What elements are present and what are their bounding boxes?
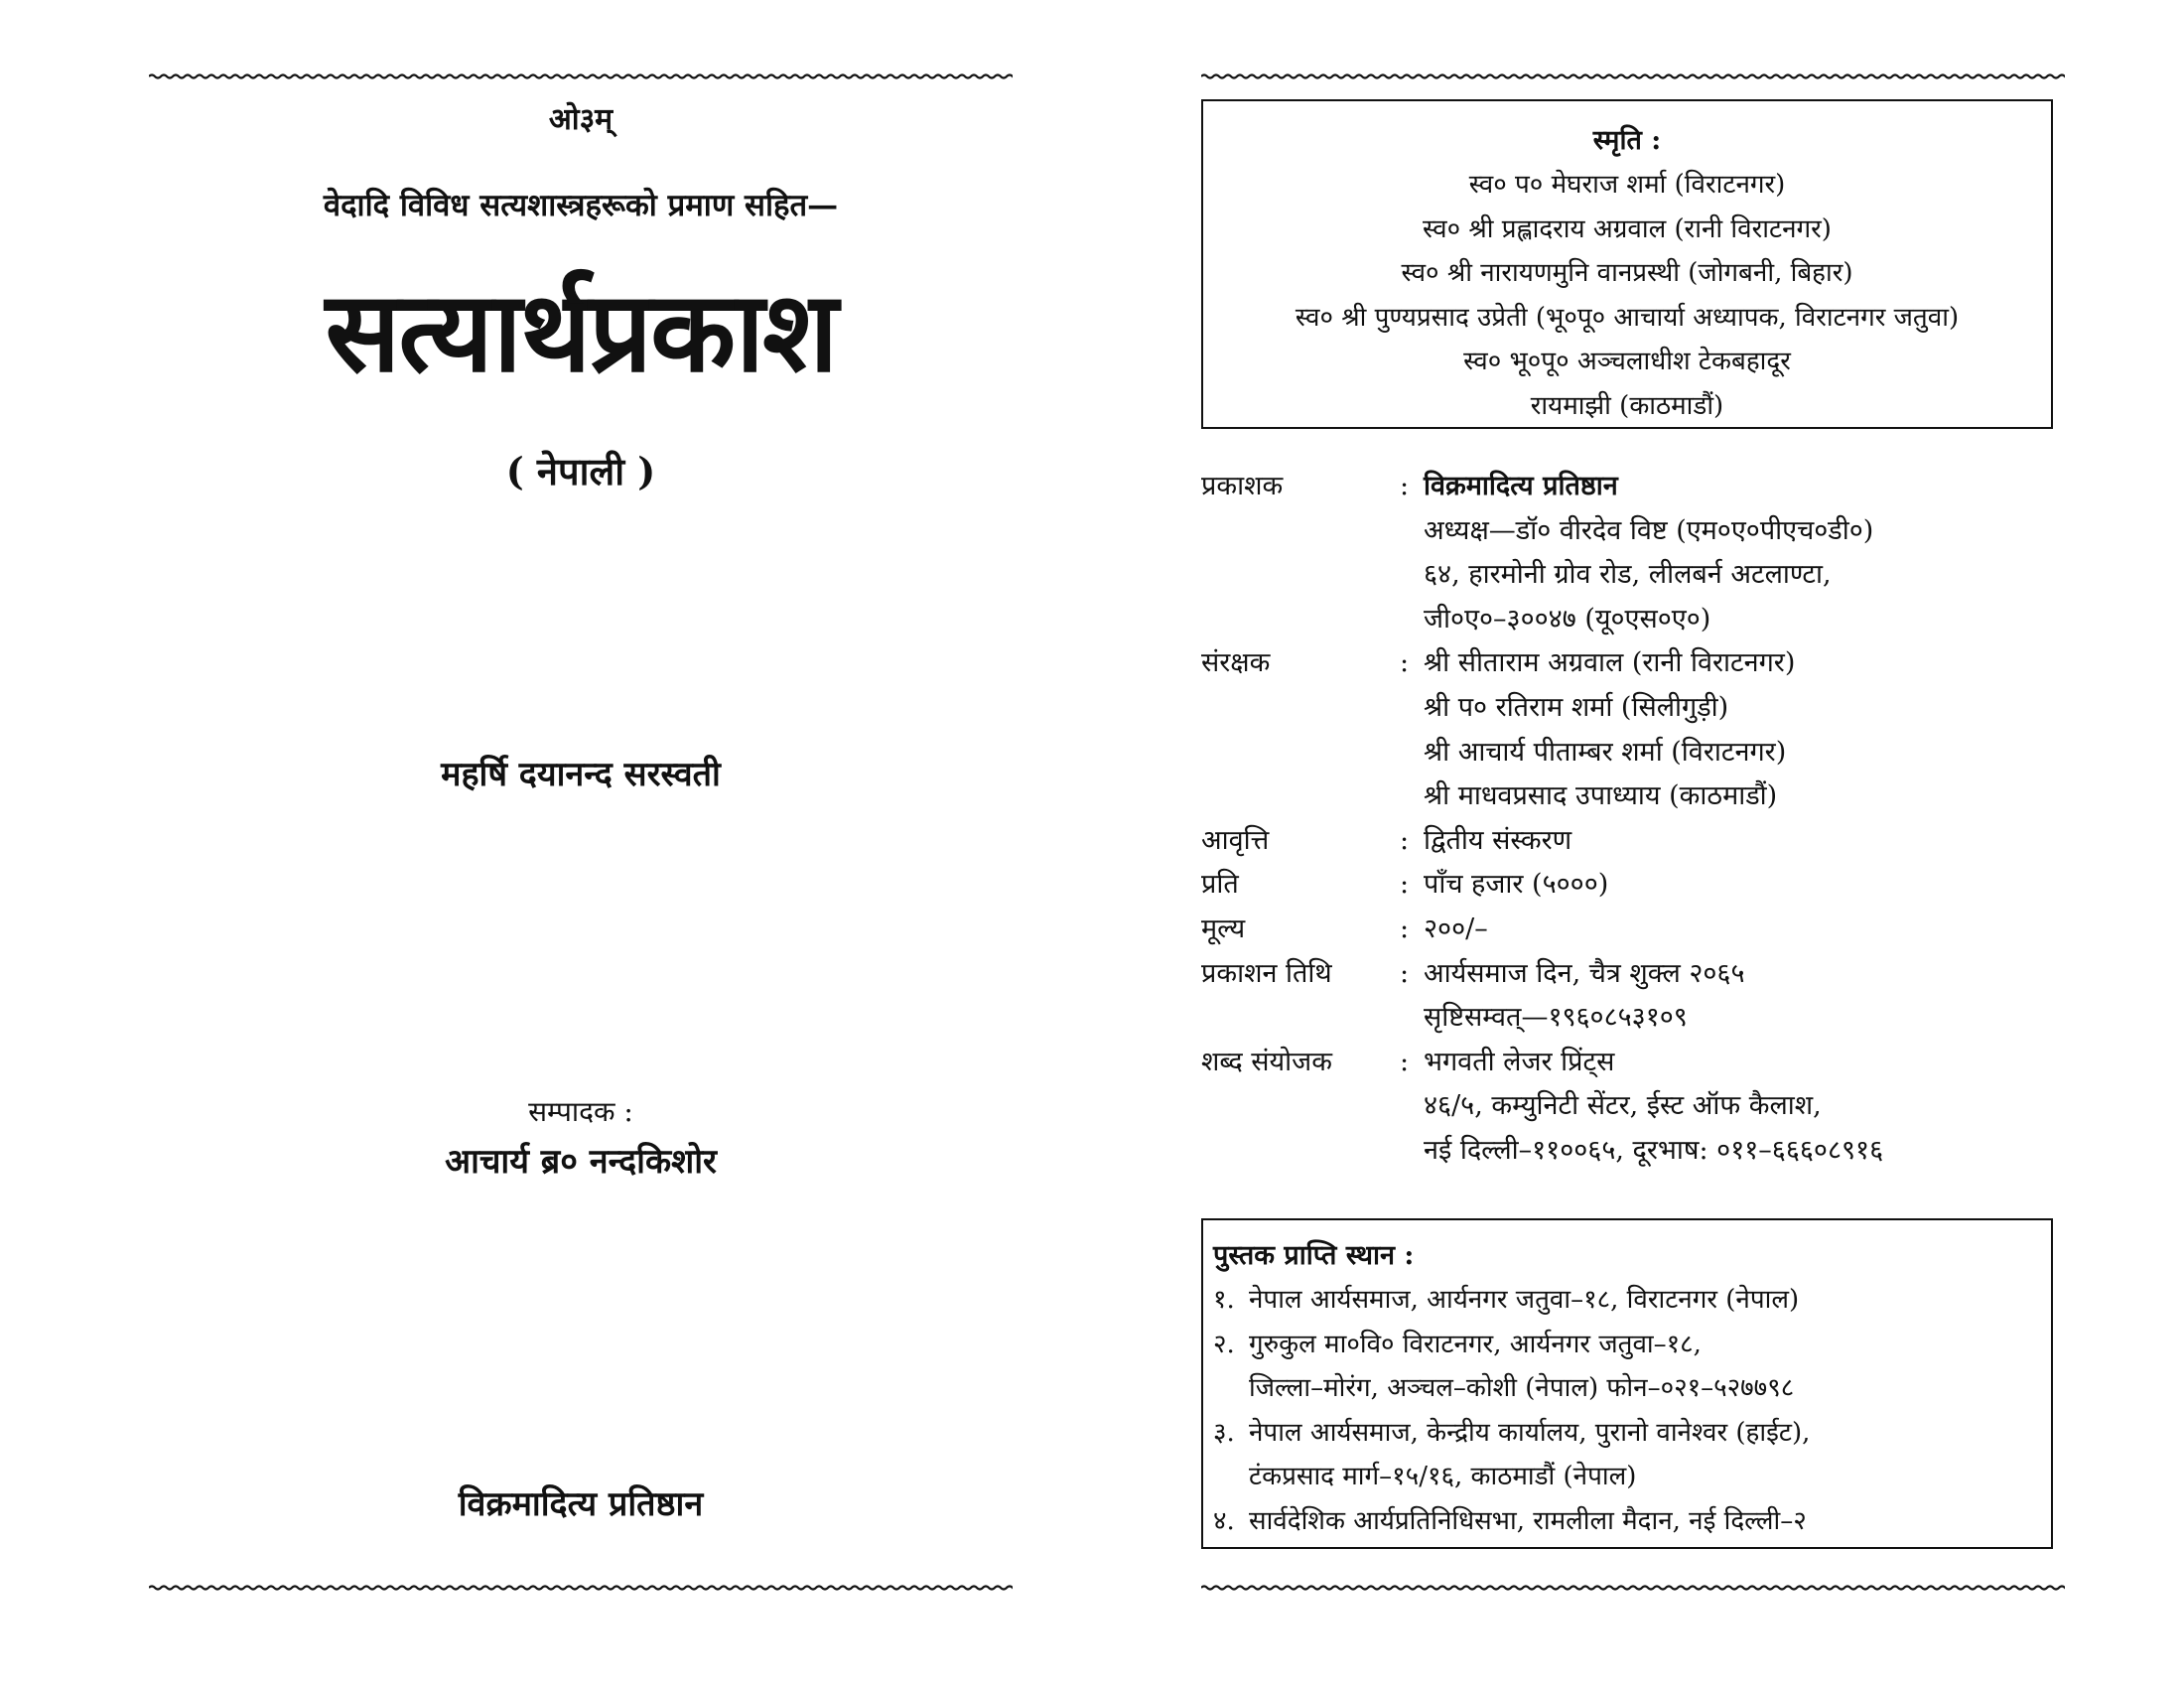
detail-value: आर्यसमाज दिन, चैत्र शुक्ल २०६५ bbox=[1424, 957, 1745, 989]
om-symbol: ओ३म् bbox=[548, 102, 614, 137]
detail-value: पाँच हजार (५०००) bbox=[1424, 869, 1609, 901]
memorial-line: स्व० श्री प्रह्लादराय अग्रवाल (रानी विराटनगर) bbox=[1423, 213, 1832, 244]
detail-row-edition: आवृत्ति : द्वितीय संस्करण bbox=[1201, 819, 2065, 864]
detail-value: द्वितीय संस्करण bbox=[1424, 824, 1572, 856]
bottom-wavy-rule bbox=[149, 1581, 1013, 1595]
bottom-wavy-rule bbox=[1201, 1581, 2065, 1595]
imprint-details bbox=[1201, 465, 2065, 1174]
detail-value: ४६/५, कम्युनिटी सेंटर, ईस्ट ऑफ कैलाश, bbox=[1424, 1090, 1822, 1122]
detail-label: शब्द संयोजक bbox=[1201, 1046, 1332, 1077]
detail-row-price: मूल्य : २००/– bbox=[1201, 908, 2065, 952]
memorial-line: स्व० श्री नारायणमुनि वानप्रस्थी (जोगबनी, बिहार) bbox=[1401, 258, 1853, 288]
detail-row-publication-date: प्रकाशन तिथि : आर्यसमाज दिन, चैत्र शुक्ल २०६५ bbox=[1201, 952, 2065, 997]
detail-value: अध्यक्ष—डॉ० वीरदेव विष्ट (एम०ए०पीएच०डी०) bbox=[1424, 514, 1874, 546]
detail-value: श्री प० रतिराम शर्मा (सिलीगुड़ी) bbox=[1424, 691, 1729, 723]
detail-label: संरक्षक bbox=[1201, 647, 1271, 679]
title-page bbox=[149, 0, 1013, 1688]
detail-value: जी०ए०–३००४७ (यू०एस०ए०) bbox=[1424, 603, 1711, 634]
book-title: सत्यार्थप्रकाश bbox=[325, 267, 837, 397]
detail-row-publisher: प्रकाशक : विक्रमादित्य प्रतिष्ठान bbox=[1201, 465, 2065, 509]
memorial-box bbox=[1201, 99, 2053, 429]
source-item: १. नेपाल आर्यसमाज, आर्यनगर जतुवा–१८, विराटनगर (नेपाल) bbox=[1213, 1285, 1800, 1315]
source-item-continued: टंकप्रसाद मार्ग–१५/१६, काठमाडौं (नेपाल) bbox=[1249, 1462, 1637, 1491]
memorial-title: स्मृति : bbox=[1592, 125, 1662, 156]
source-item: ३. नेपाल आर्यसमाज, केन्द्रीय कार्यालय, पुरानो वानेश्वर (हाईट), bbox=[1213, 1417, 1811, 1448]
detail-value: श्री माधवप्रसाद उपाध्याय (काठमाडौं) bbox=[1424, 780, 1778, 812]
detail-value: श्री आचार्य पीताम्बर शर्मा (विराटनगर) bbox=[1424, 736, 1787, 768]
detail-label: प्रकाशक bbox=[1201, 471, 1284, 501]
top-wavy-rule bbox=[149, 70, 1013, 83]
detail-label: प्रति bbox=[1201, 869, 1239, 901]
source-item: ४. सार्वदेशिक आर्यप्रतिनिधिसभा, रामलीला मैदान, नई दिल्ली–२ bbox=[1213, 1505, 1807, 1536]
memorial-line: रायमाझी (काठमाडौं) bbox=[1530, 390, 1724, 421]
detail-value: सृष्टिसम्वत्—१९६०८५३१०९ bbox=[1424, 1002, 1688, 1034]
publisher-name: विक्रमादित्य प्रतिष्ठान bbox=[458, 1484, 704, 1524]
author-name: महर्षि दयानन्द सरस्वती bbox=[441, 755, 721, 794]
memorial-line: स्व० श्री पुण्यप्रसाद उप्रेती (भू०पू० आचार्या अध्यापक, विराटनगर जतुवा) bbox=[1295, 302, 1960, 333]
sources-title: पुस्तक प्राप्ति स्थान : bbox=[1213, 1240, 1415, 1271]
detail-value: २००/– bbox=[1424, 913, 1488, 944]
editor-name: आचार्य ब्र० नन्दकिशोर bbox=[445, 1142, 717, 1182]
detail-value: भगवती लेजर प्रिंट्स bbox=[1424, 1046, 1615, 1077]
memorial-line: स्व० प० मेघराज शर्मा (विराटनगर) bbox=[1468, 170, 1786, 200]
imprint-page bbox=[1201, 0, 2065, 1688]
detail-value: ६४, हारमोनी ग्रोव रोड, लीलबर्न अटलाण्टा, bbox=[1424, 559, 1832, 591]
source-item-continued: जिल्ला–मोरंग, अञ्चल–कोशी (नेपाल) फोन–०२१–५२७७९८ bbox=[1249, 1373, 1795, 1403]
detail-row-patron: संरक्षक : श्री सीताराम अग्रवाल (रानी विराटनगर) bbox=[1201, 641, 2065, 686]
top-wavy-rule bbox=[1201, 70, 2065, 83]
detail-label: मूल्य bbox=[1201, 913, 1246, 944]
memorial-line: स्व० भू०पू० अञ्चलाधीश टेकबहादूर bbox=[1463, 347, 1791, 376]
detail-row-copies: प्रति : पाँच हजार (५०००) bbox=[1201, 863, 2065, 908]
detail-value: विक्रमादित्य प्रतिष्ठान bbox=[1424, 471, 1618, 501]
detail-label: आवृत्ति bbox=[1201, 824, 1270, 856]
language-label: ( नेपाली ) bbox=[505, 449, 656, 493]
source-item: २. गुरुकुल मा०वि० विराटनगर, आर्यनगर जतुवा–१८, bbox=[1213, 1329, 1702, 1359]
detail-label: प्रकाशन तिथि bbox=[1201, 957, 1332, 989]
detail-value: नई दिल्ली–११००६५, दूरभाष: ०११–६६६०८९१६ bbox=[1424, 1134, 1884, 1166]
book-sources-box bbox=[1201, 1218, 2053, 1549]
detail-value: श्री सीताराम अग्रवाल (रानी विराटनगर) bbox=[1424, 647, 1796, 679]
editor-label: सम्पादक : bbox=[528, 1095, 633, 1128]
page-subtitle: वेदादि विविध सत्यशास्त्रहरूको प्रमाण सहित— bbox=[323, 188, 839, 223]
detail-row-typesetter: शब्द संयोजक : भगवती लेजर प्रिंट्स bbox=[1201, 1041, 2065, 1085]
